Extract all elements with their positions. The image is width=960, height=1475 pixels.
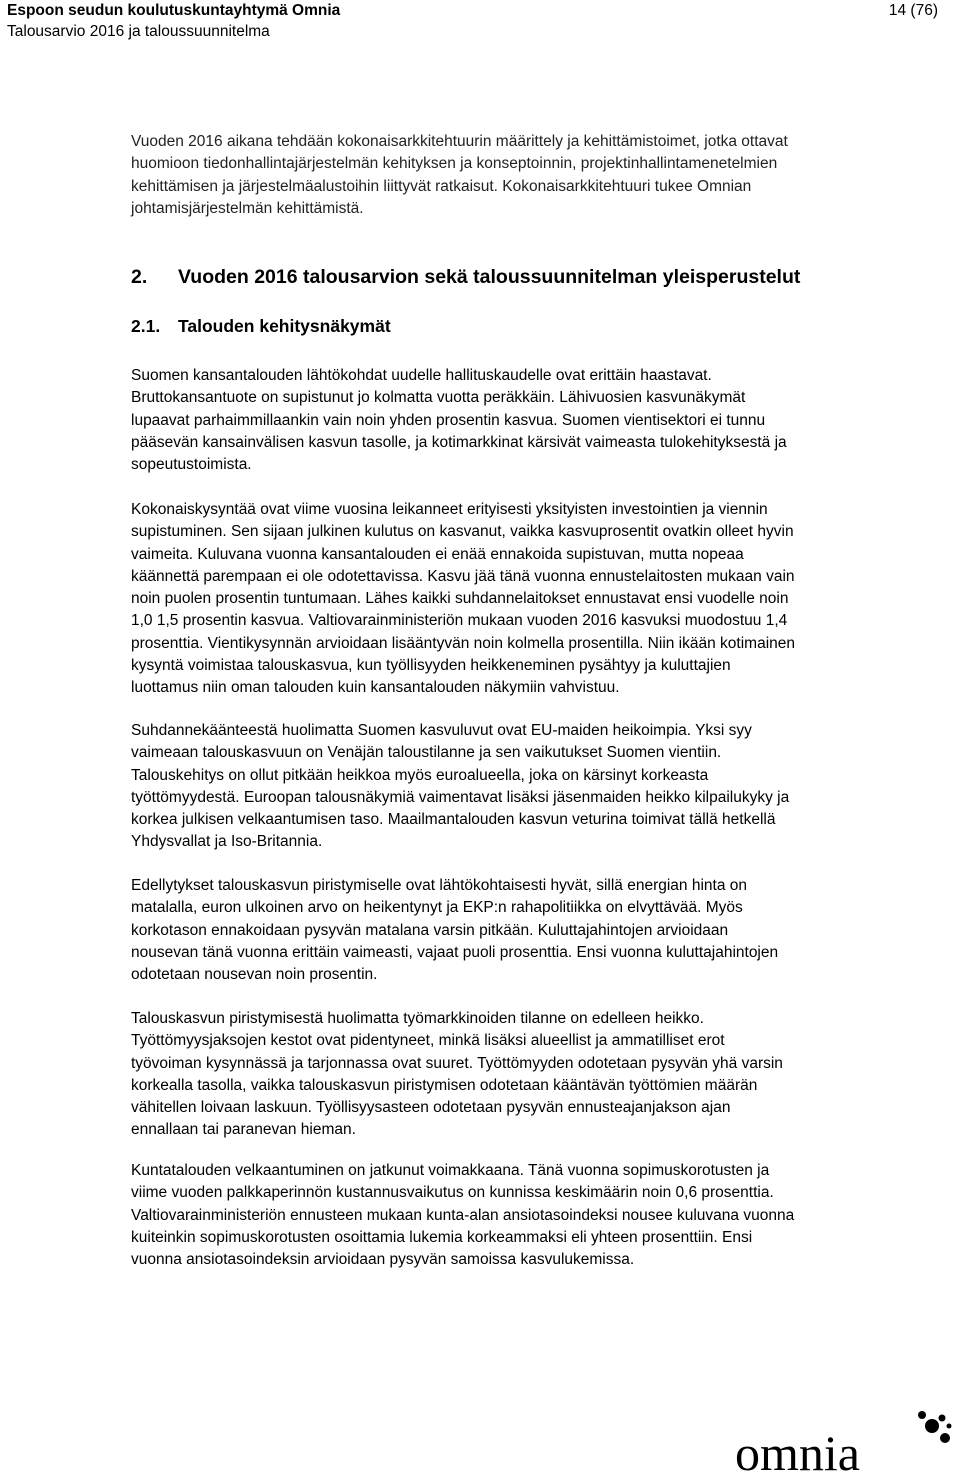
- logo-wordmark: omnia: [735, 1425, 860, 1475]
- text-line: vähitellen loivaan laskuun. Työllisyysasteen odotetaan pysyvän ennusteajanjakson ajan: [131, 1099, 731, 1117]
- text-line: odotetaan nousevan noin prosentin.: [131, 966, 378, 984]
- subsection-title: Talouden kehitysnäkymät: [178, 316, 391, 336]
- text-line: 1,0 1,5 prosentin kasvua. Valtiovarainministeriön mukaan vuoden 2016 kasvuksi muodostuu 1,4: [131, 612, 788, 630]
- organization-name: Espoon seudun koulutuskuntayhtymä Omnia: [7, 2, 341, 19]
- text-line: huomioon tiedonhallintajärjestelmän kehityksen ja konseptoinnin, projektinhallintamenetelmien: [131, 155, 778, 173]
- text-line: nousevan tänä vuonna erittäin vaimeasti, vajaat puoli prosenttia. Ensi vuonna kuluttajahintojen: [131, 943, 779, 961]
- text-line: Työttömyysjaksojen kestot ovat pidentyneet, minkä lisäksi alueellist ja ammatilliset erot: [131, 1032, 725, 1050]
- text-line: Suomen kansantalouden lähtökohdat uudelle hallituskaudelle ovat erittäin haastavat.: [131, 367, 712, 384]
- text-line: noin puolen prosentin tuntumaan. Lähes kaikki suhdannelaitokset ennustavat ensi vuodelle noin: [131, 590, 789, 608]
- intro-paragraph: [131, 131, 946, 220]
- text-line: ennallaan tai paranevan hieman.: [131, 1121, 356, 1139]
- text-line: korkotason ennakoidaan pysyvän matalana varsin pitkään. Kuluttajahintojen arvioidaan: [131, 921, 729, 939]
- text-line: supistuminen. Sen sijaan julkinen kulutus on kasvanut, vaikka kasvuprosentit ovatkin olleet hyvin: [131, 523, 794, 541]
- text-line: matalalla, euron ulkoinen arvo on heikentynyt ja EKP:n rahapolitiikka on elvyttävää. Myös: [131, 899, 743, 917]
- body-paragraph-2: [131, 499, 946, 700]
- text-line: viime vuoden palkkaperinnön kustannusvaikutus on kunnissa keskimäärin noin 0,6 prosenttia.: [131, 1184, 774, 1202]
- text-line: lupaavat parhaimmillaankin vain noin yhden prosentin kasvua. Suomen vientisektori ei tunnu: [131, 411, 766, 429]
- text-line: Talouskasvun piristymisestä huolimatta työmarkkinoiden tilanne on edelleen heikko.: [131, 1010, 704, 1027]
- section-number: 2.: [131, 266, 148, 288]
- section-title: Vuoden 2016 talousarvion sekä taloussuunnitelman yleisperustelut: [178, 266, 801, 288]
- text-line: vuonna ansiotasoindeksin arvioidaan pysyvän samoissa kasvulukemissa.: [131, 1251, 635, 1269]
- body-paragraph-1: [131, 365, 946, 476]
- omnia-logo: [735, 1410, 955, 1475]
- text-line: luottamus niin oman talouden kuin kansantalouden näkymiin vahvistuu.: [131, 679, 620, 697]
- text-line: Suhdannekäänteestä huolimatta Suomen kasvuluvut ovat EU-maiden heikoimpia. Yksi syy: [131, 722, 752, 739]
- text-line: Kokonaiskysyntää ovat viime vuosina leikanneet erityisesti yksityisten investointien ja viennin: [131, 501, 768, 518]
- text-line: vaimeaan talouskasvuun on Venäjän taloustilanne ja sen vaikutukset Suomen vientiin.: [131, 744, 722, 762]
- text-line: sopeutustoimista.: [131, 456, 252, 474]
- text-line: Yhdysvallat ja Iso-Britannia.: [131, 833, 323, 851]
- body-paragraph-4: [131, 875, 946, 986]
- document-title: Talousarvio 2016 ja taloussuunnitelma: [7, 23, 270, 40]
- text-line: Valtiovarainministeriön ennusteen mukaan kunta-alan ansiotasoindeksi nousee kuluvana vuonna: [131, 1206, 795, 1224]
- text-line: Vuoden 2016 aikana tehdään kokonaisarkkitehtuurin määrittely ja kehittämistoimet, jotka ottavat: [131, 133, 788, 150]
- text-line: Bruttokansantuote on supistunut jo kolmatta vuotta peräkkäin. Lähivuosien kasvunäkymät: [131, 389, 746, 407]
- text-line: kuiteinkin sopimuskorotusten osoittamia lukemia korkeammaksi eli yhteen prosenttiin. Ensi: [131, 1228, 753, 1246]
- subsection-heading: [131, 316, 391, 337]
- text-line: käännettä parempaan ei ole odotettavissa. Kasvu jää tänä vuonna ennustelaitosten mukaan vain: [131, 567, 795, 585]
- subsection-number: 2.1.: [131, 316, 161, 336]
- text-line: työttömyydestä. Euroopan talousnäkymiä vaimentavat lisäksi jäsenmaiden heikko kilpailukyky ja: [131, 788, 790, 806]
- body-paragraph-6: [131, 1160, 946, 1271]
- text-line: Edellytykset talouskasvun piristymiselle ovat lähtökohtaisesti hyvät, sillä energian hinta on: [131, 877, 748, 894]
- body-paragraph-5: [131, 1008, 946, 1142]
- text-line: pääsevän kansainvälisen kasvun tasolle, ja kotimarkkinat kärsivät vaimeasta tulokehityksestä ja: [131, 433, 787, 451]
- text-line: kehittämisen ja järjestelmäalustoihin liittyvät ratkaisut. Kokonaisarkkitehtuuri tukee Omnian: [131, 177, 752, 195]
- text-line: Talouskehitys on ollut pitkään heikkoa myös euroalueella, joka on kärsinyt korkeasta: [131, 766, 709, 784]
- text-line: vaimeita. Kuluvana vuonna kansantalouden ei enää ennakoida supistuvan, mutta nopeaa: [131, 545, 744, 563]
- text-line: korkealla tasolla, vaikka talouskasvun piristymisen odotetaan kääntävän työttömien määrän: [131, 1076, 758, 1094]
- logo-ornament-icon: [918, 1411, 952, 1443]
- page-header: [7, 0, 340, 42]
- body-paragraph-3: [131, 720, 946, 854]
- text-line: johtamisjärjestelmän kehittämistä.: [131, 199, 364, 217]
- text-line: työvoiman kysynnässä ja tarjonnassa ovat suuret. Työttömyyden odotetaan pysyvän yhä varsin: [131, 1054, 783, 1072]
- text-line: kysyntä voimistaa talouskasvua, kun työllisyyden heikkeneminen pysähtyy ja kuluttajien: [131, 657, 731, 675]
- text-line: Kuntatalouden velkaantuminen on jatkunut voimakkaana. Tänä vuonna sopimuskorotusten ja: [131, 1162, 770, 1179]
- section-heading: [131, 266, 800, 289]
- text-line: prosenttia. Vientikysynnän arvioidaan lisääntyvän noin kolmella prosentilla. Niin ikään kotimainen: [131, 634, 796, 652]
- text-line: korkea julkisen velkaantumisen taso. Maailmantalouden kasvun veturina toimivat tällä hetkellä: [131, 811, 776, 829]
- page-number: 14 (76): [888, 2, 938, 19]
